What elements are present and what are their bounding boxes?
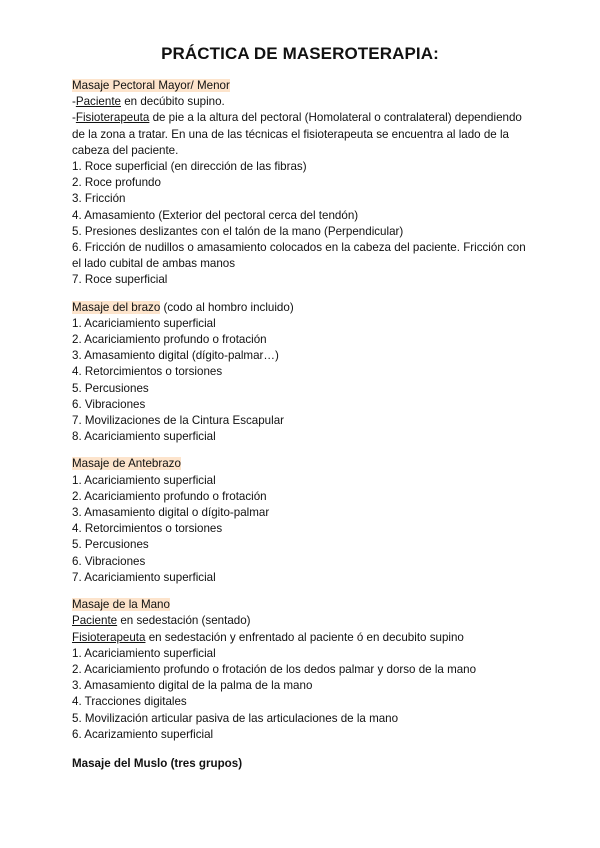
list-item: 6. Vibraciones	[72, 397, 146, 411]
document-content	[72, 78, 532, 772]
section-heading-text: Masaje del brazo	[72, 300, 161, 314]
list-item: 1. Acariciamiento superficial	[72, 316, 216, 330]
section-forearm	[72, 456, 532, 586]
list-item: 6. Acarizamiento superficial	[72, 727, 214, 741]
list-item: 3. Amasamiento digital (dígito-palmar…)	[72, 349, 279, 363]
intro-line-therapist: -Fisioterapeuta de pie a la altura del pectoral (Homolateral o contralateral) dependiendo de la zona a tratar. En una de las técnicas el fisioterapeuta se encuentra al lado de la cabeza del paciente.	[72, 111, 522, 157]
section-heading-text: Masaje de Antebrazo	[72, 457, 181, 471]
list-item: 4. Amasamiento (Exterior del pectoral cerca del tendón)	[72, 208, 359, 222]
intro-term: Paciente	[72, 614, 118, 628]
list-item: 6. Fricción de nudillos o amasamiento colocados en la cabeza del paciente. Fricción con el lado cubital de ambas manos	[72, 241, 526, 271]
list-item: 2. Acariciamiento profundo o frotación	[72, 489, 267, 503]
list-item: 5. Percusiones	[72, 538, 149, 552]
list-item: 3. Amasamiento digital de la palma de la mano	[72, 679, 313, 693]
intro-line-patient: Paciente en sedestación (sentado)	[72, 614, 251, 628]
section-heading-text: Masaje Pectoral Mayor/ Menor	[72, 79, 230, 92]
section-pectoral	[72, 78, 532, 289]
section-heading-suffix: (codo al hombro incluido)	[160, 300, 294, 314]
section-heading	[72, 456, 532, 472]
list-item: 5. Percusiones	[72, 381, 149, 395]
list-item: 4. Retorcimientos o torsiones	[72, 522, 223, 536]
list-item: 7. Roce superficial	[72, 273, 168, 287]
list-item: 7. Movilizaciones de la Cintura Escapular	[72, 414, 285, 428]
section-heading	[72, 597, 532, 613]
list-item: 4. Tracciones digitales	[72, 695, 187, 709]
section-hand	[72, 597, 532, 743]
list-item: 1. Acariciamiento superficial	[72, 646, 216, 660]
intro-term: Fisioterapeuta	[72, 630, 146, 644]
page-title: PRÁCTICA DE MASEROTERAPIA:	[161, 44, 439, 63]
section-arm	[72, 300, 532, 446]
list-item: 1. Acariciamiento superficial	[72, 473, 216, 487]
footer-heading: Masaje del Muslo (tres grupos)	[72, 756, 243, 770]
list-item: 5. Movilización articular pasiva de las articulaciones de la mano	[72, 711, 399, 725]
intro-term: Fisioterapeuta	[75, 111, 150, 125]
section-heading	[72, 300, 532, 316]
list-item: 2. Roce profundo	[72, 176, 161, 190]
list-item: 3. Fricción	[72, 192, 126, 206]
list-item: 8. Acariciamiento superficial	[72, 430, 216, 444]
section-heading	[72, 78, 532, 94]
list-item: 5. Presiones deslizantes con el talón de la mano (Perpendicular)	[72, 224, 404, 238]
intro-line-therapist: Fisioterapeuta en sedestación y enfrentado al paciente ó en decubito supino	[72, 630, 464, 644]
list-item: 2. Acariciamiento profundo o frotación	[72, 333, 267, 347]
intro-term: Paciente	[75, 95, 121, 109]
list-item: 2. Acariciamiento profundo o frotación de los dedos palmar y dorso de la mano	[72, 662, 477, 676]
list-item: 1. Roce superficial (en dirección de las fibras)	[72, 160, 307, 174]
section-heading-text: Masaje de la Mano	[72, 598, 170, 612]
intro-line-patient: -Paciente en decúbito supino.	[72, 95, 225, 109]
list-item: 7. Acariciamiento superficial	[72, 570, 216, 584]
list-item: 4. Retorcimientos o torsiones	[72, 365, 223, 379]
list-item: 3. Amasamiento digital o dígito-palmar	[72, 506, 270, 520]
list-item: 6. Vibraciones	[72, 554, 146, 568]
